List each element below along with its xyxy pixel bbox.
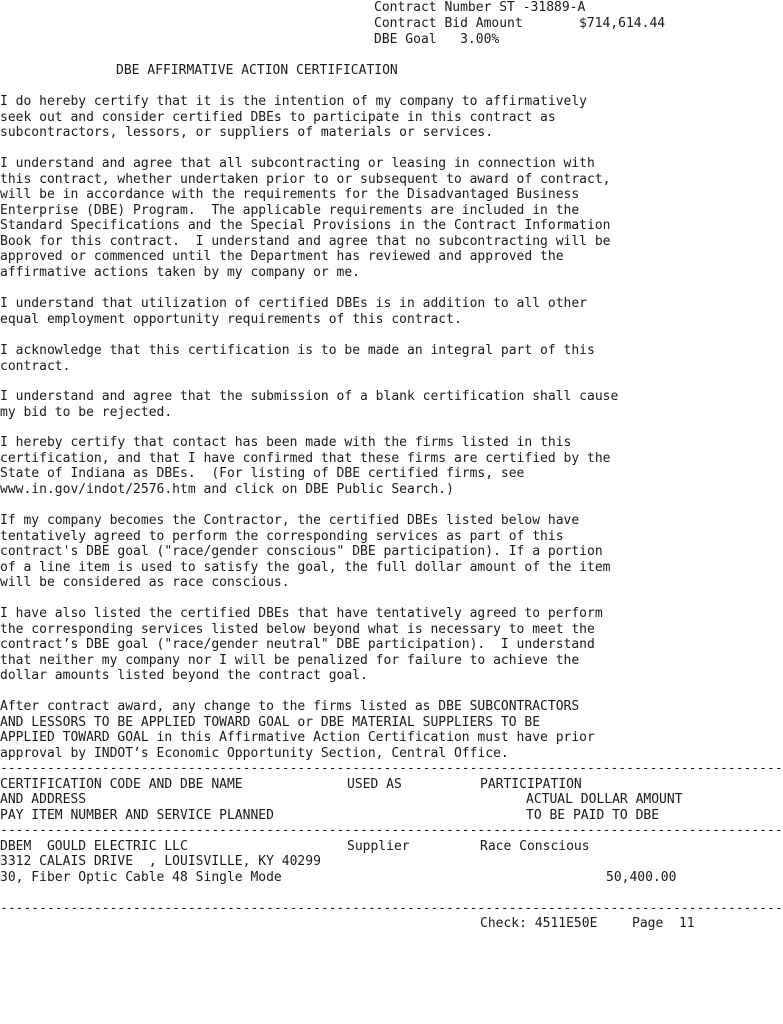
footer-check: Check: 4511E50E	[480, 916, 598, 931]
footer-page-number: Page 11	[632, 916, 695, 931]
divider-rule: ----------------------------------------------------------------------------------------------------	[0, 901, 783, 916]
table-header-paid-to-dbe: TO BE PAID TO DBE	[526, 808, 660, 823]
entry-address: 3312 CALAIS DRIVE , LOUISVILLE, KY 40299	[0, 854, 321, 869]
entry-pay-item: 30, Fiber Optic Cable 48 Single Mode	[0, 870, 282, 885]
contract-number-label: Contract Number	[374, 0, 492, 15]
paragraph-subcontracting: I understand and agree that all subcontracting or leasing in connection with this contract, whether undertaken prior to or subsequent to award of contract, will be in accordance with the requirements for the Disadvantaged Business Enterprise (DBE) Program. The applicable requirements are included in the Standard Specifications and the Special Provisions in the Contract Information Book for this contract. I understand and agree that no subcontracting will be approved or commenced until the Department has reviewed and approved the affirmative actions taken by my company or me.	[0, 156, 611, 280]
paragraph-contact: I hereby certify that contact has been made with the firms listed in this certification, and that I have confirmed that these firms are certified by the State of Indiana as DBEs. (For listing of DBE certified firms, see www.in.gov/indot/2576.htm and click on DBE Public Search.)	[0, 435, 611, 497]
dbe-goal-label: DBE Goal	[374, 32, 437, 47]
entry-amount: 50,400.00	[606, 870, 677, 885]
paragraph-eeo: I understand that utilization of certified DBEs is in addition to all other equal employment opportunity requirements of this contract.	[0, 296, 587, 327]
table-header-col1-line3: PAY ITEM NUMBER AND SERVICE PLANNED	[0, 808, 274, 823]
table-header-actual-amount: ACTUAL DOLLAR AMOUNT	[526, 792, 683, 807]
bid-amount-label: Contract Bid Amount	[374, 16, 523, 31]
paragraph-intent: I do hereby certify that it is the intention of my company to affirmatively seek out and consider certified DBEs to participate in this contract as subcontractors, lessors, or suppliers of materials or services.	[0, 94, 587, 140]
contract-number: ST -31889-A	[499, 0, 586, 15]
contract-number-line	[374, 0, 585, 16]
table-header-participation: PARTICIPATION	[480, 777, 582, 792]
paragraph-integral: I acknowledge that this certification is to be made an integral part of this contract.	[0, 343, 595, 374]
paragraph-race-neutral: I have also listed the certified DBEs that have tentatively agreed to perform the corresponding services listed below beyond what is necessary to meet the contract’s DBE goal ("race/gender neutral" DBE participation). I understand that neither my company nor I will be penalized for failure to achieve the dollar amounts listed beyond the contract goal.	[0, 606, 603, 683]
paragraph-blank-certification: I understand and agree that the submission of a blank certification shall cause my bid to be rejected.	[0, 389, 619, 420]
entry-participation: Race Conscious	[480, 839, 590, 854]
table-header-col1-line1: CERTIFICATION CODE AND DBE NAME	[0, 777, 243, 792]
divider-rule: ----------------------------------------------------------------------------------------------------	[0, 823, 783, 838]
table-header-used-as: USED AS	[347, 777, 402, 792]
document-title: DBE AFFIRMATIVE ACTION CERTIFICATION	[116, 63, 398, 78]
entry-code-name: DBEM GOULD ELECTRIC LLC	[0, 839, 188, 854]
divider-rule: ----------------------------------------------------------------------------------------------------	[0, 761, 783, 776]
entry-used-as: Supplier	[347, 839, 410, 854]
paragraph-after-award: After contract award, any change to the firms listed as DBE SUBCONTRACTORS AND LESSORS TO BE APPLIED TOWARD GOAL or DBE MATERIAL SUPPLIERS TO BE APPLIED TOWARD GOAL in this Affirmative Action Certification must have prior approval by INDOT’s Economic Opportunity Section, Central Office.	[0, 699, 595, 761]
bid-amount: $714,614.44	[579, 16, 666, 31]
dbe-goal-line	[374, 32, 499, 48]
bid-amount-line	[374, 16, 523, 32]
table-header-col1-line2: AND ADDRESS	[0, 792, 87, 807]
paragraph-contractor-goal: If my company becomes the Contractor, the certified DBEs listed below have tentatively agreed to perform the corresponding services as part of this contract's DBE goal ("race/gender conscious" DBE participation). If a portion of a line item is used to satisfy the goal, the full dollar amount of the item will be considered as race conscious.	[0, 513, 611, 590]
dbe-goal: 3.00%	[460, 32, 500, 47]
